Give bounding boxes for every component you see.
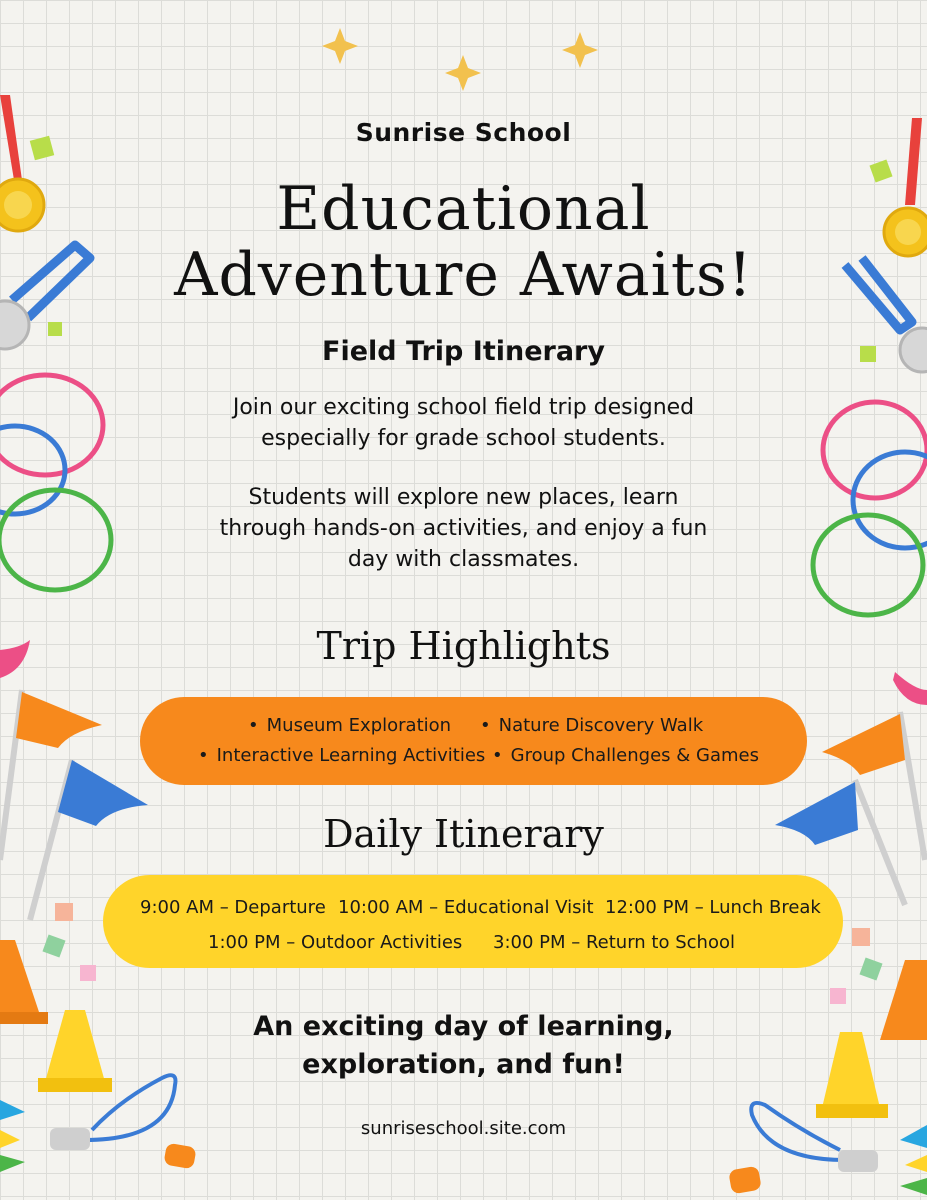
intro-line: Students will explore new places, learn [248, 485, 679, 510]
intro-paragraph-1 [0, 392, 927, 454]
closing-tagline [0, 1008, 927, 1084]
sparkle-icons [322, 28, 598, 91]
title-line-1: Educational [276, 174, 651, 244]
subtitle: Field Trip Itinerary [322, 336, 605, 367]
closing-line: An exciting day of learning, [253, 1011, 674, 1042]
itinerary-box [103, 875, 843, 968]
itinerary-item: 1:00 PM – Outdoor Activities [208, 932, 463, 953]
itinerary-item: 12:00 PM – Lunch Break [605, 897, 821, 918]
highlight-item: • Nature Discovery Walk [480, 715, 703, 736]
intro-paragraph-2 [0, 482, 927, 575]
itinerary-heading: Daily Itinerary [323, 812, 604, 856]
website-url: sunriseschool.site.com [360, 1118, 567, 1139]
intro-line: day with classmates. [347, 547, 580, 572]
intro-line: especially for grade school students. [261, 426, 666, 451]
itinerary-item: 10:00 AM – Educational Visit [338, 897, 594, 918]
itinerary-item: 9:00 AM – Departure [140, 897, 326, 918]
highlight-item: • Interactive Learning Activities [198, 745, 485, 766]
itinerary-item: 3:00 PM – Return to School [493, 932, 735, 953]
school-name: Sunrise School [355, 118, 572, 147]
intro-line: through hands-on activities, and enjoy a fun [219, 516, 708, 541]
title-line-2: Adventure Awaits! [174, 240, 753, 310]
page-title [0, 176, 927, 308]
closing-line: exploration, and fun! [302, 1049, 625, 1080]
sparkle-icon [562, 32, 598, 68]
highlights-box [140, 697, 807, 785]
highlight-item: • Group Challenges & Games [492, 745, 759, 766]
intro-line: Join our exciting school field trip designed [232, 395, 695, 420]
highlights-heading: Trip Highlights [316, 624, 611, 668]
sparkle-icon [445, 55, 481, 91]
sparkle-icon [322, 28, 358, 64]
highlight-item: • Museum Exploration [248, 715, 451, 736]
